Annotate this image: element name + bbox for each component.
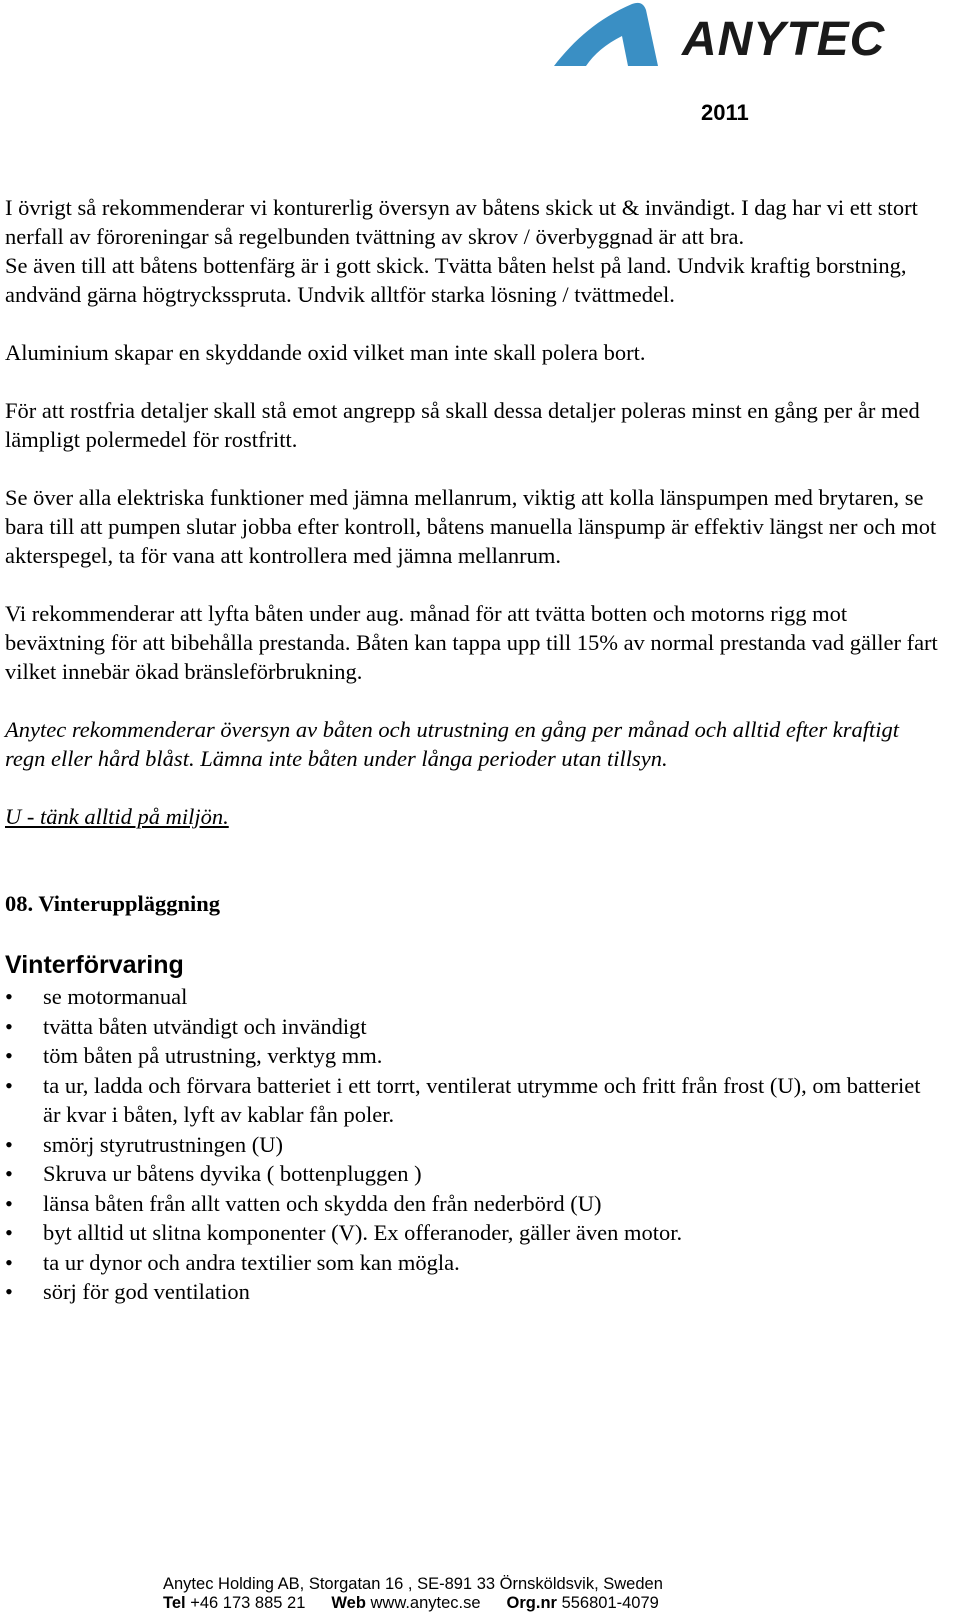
document-body [5, 193, 940, 1307]
winter-storage-list [5, 982, 940, 1307]
footer-tel: +46 173 885 21 [190, 1594, 306, 1612]
bullet-icon: • [5, 1190, 13, 1216]
bullet-icon: • [5, 1043, 13, 1068]
paragraph-electrical: Se över alla elektriska funktioner med jämna mellanrum, viktig att kolla länspumpen med brytaren, se bara till att pumpen slutar jobba efter kontroll, båtens manuella länspump är effektiv längst ner och mot akterspegel, ta för vana att kontrollera med jämna mellanrum. [5, 485, 937, 568]
list-item: • länsa båten från allt vatten och skydda den från nederbörd (U) [5, 1189, 940, 1219]
section-subtitle: Vinterförvaring [5, 951, 184, 979]
list-item: • sörj för god ventilation [5, 1277, 940, 1307]
footer-address: Anytec Holding AB, Storgatan 16 , SE-891 33 Örnsköldsvik, Sweden [163, 1575, 663, 1593]
paragraph-stainless: För att rostfria detaljer skall stå emot angrepp så skall dessa detaljer poleras minst en gång per år med lämpligt polermedel för rostfritt. [5, 398, 920, 452]
bullet-icon: • [5, 1279, 13, 1304]
logo-swoosh-icon [554, 0, 674, 72]
document-year: 2011 [701, 100, 749, 125]
bullet-icon: • [5, 1249, 13, 1275]
list-item: • töm båten på utrustning, verktyg mm. [5, 1041, 940, 1071]
footer-web-label: Web [331, 1594, 366, 1612]
list-item: • Skruva ur båtens dyvika ( bottenpluggen ) [5, 1159, 940, 1189]
page-footer [163, 1575, 663, 1613]
footer-contact [163, 1594, 663, 1613]
paragraph-bottom-paint: Se även till att båtens bottenfärg är i gott skick. Tvätta båten helst på land. Undvik kraftig borstning, andvänd gärna högtrycksspruta. Undvik alltför starka lösning / tvättmedel. [5, 253, 907, 307]
bullet-icon: • [5, 1161, 13, 1186]
bullet-icon: • [5, 984, 13, 1009]
list-item: • ta ur dynor och andra textilier som kan mögla. [5, 1248, 940, 1278]
list-item: • tvätta båten utvändigt och invändigt [5, 1012, 940, 1042]
list-item: • smörj styrutrustningen (U) [5, 1130, 940, 1160]
section-title: 08. Vinteruppläggning [5, 891, 221, 916]
paragraph-cleaning: I övrigt så rekommenderar vi konturerlig översyn av båtens skick ut & invändigt. I dag har vi ett stort nerfall av föroreningar så regelbunden tvättning av skrov / överbyggnad är att bra. [5, 195, 918, 249]
list-item: • se motormanual [5, 982, 940, 1012]
list-item: • byt alltid ut slitna komponenter (V). Ex offeranoder, gäller även motor. [5, 1218, 940, 1248]
bullet-icon: • [5, 1131, 13, 1157]
footer-tel-label: Tel [163, 1594, 186, 1612]
paragraph-environment: U - tänk alltid på miljön. [5, 804, 229, 829]
footer-org-label: Org.nr [506, 1594, 557, 1612]
list-item: • ta ur, ladda och förvara batteriet i ett torrt, ventilerat utrymme och fritt från frost (U), om batteriet är kvar i båten, lyft av kablar fån poler. [5, 1072, 921, 1127]
bullet-icon: • [5, 1013, 13, 1039]
footer-org: 556801-4079 [561, 1594, 659, 1612]
brand-name: ANYTEC [682, 13, 886, 66]
paragraph-recommendation: Anytec rekommenderar översyn av båten och utrustning en gång per månad och alltid efter kraftigt regn eller hård blåst. Lämna inte båten under långa perioder utan tillsyn. [5, 717, 899, 771]
paragraph-aluminium: Aluminium skapar en skyddande oxid vilket man inte skall polera bort. [5, 340, 646, 365]
bullet-icon: • [5, 1220, 13, 1245]
footer-web[interactable]: www.anytec.se [370, 1594, 481, 1612]
bullet-icon: • [5, 1072, 13, 1098]
paragraph-lift-boat: Vi rekommenderar att lyfta båten under aug. månad för att tvätta botten och motorns rigg mot beväxtning för att bibehålla prestanda. Båten kan tappa upp till 15% av normal prestanda vad gäller fart vilket innebär ökad bränsleförbrukning. [5, 601, 938, 684]
